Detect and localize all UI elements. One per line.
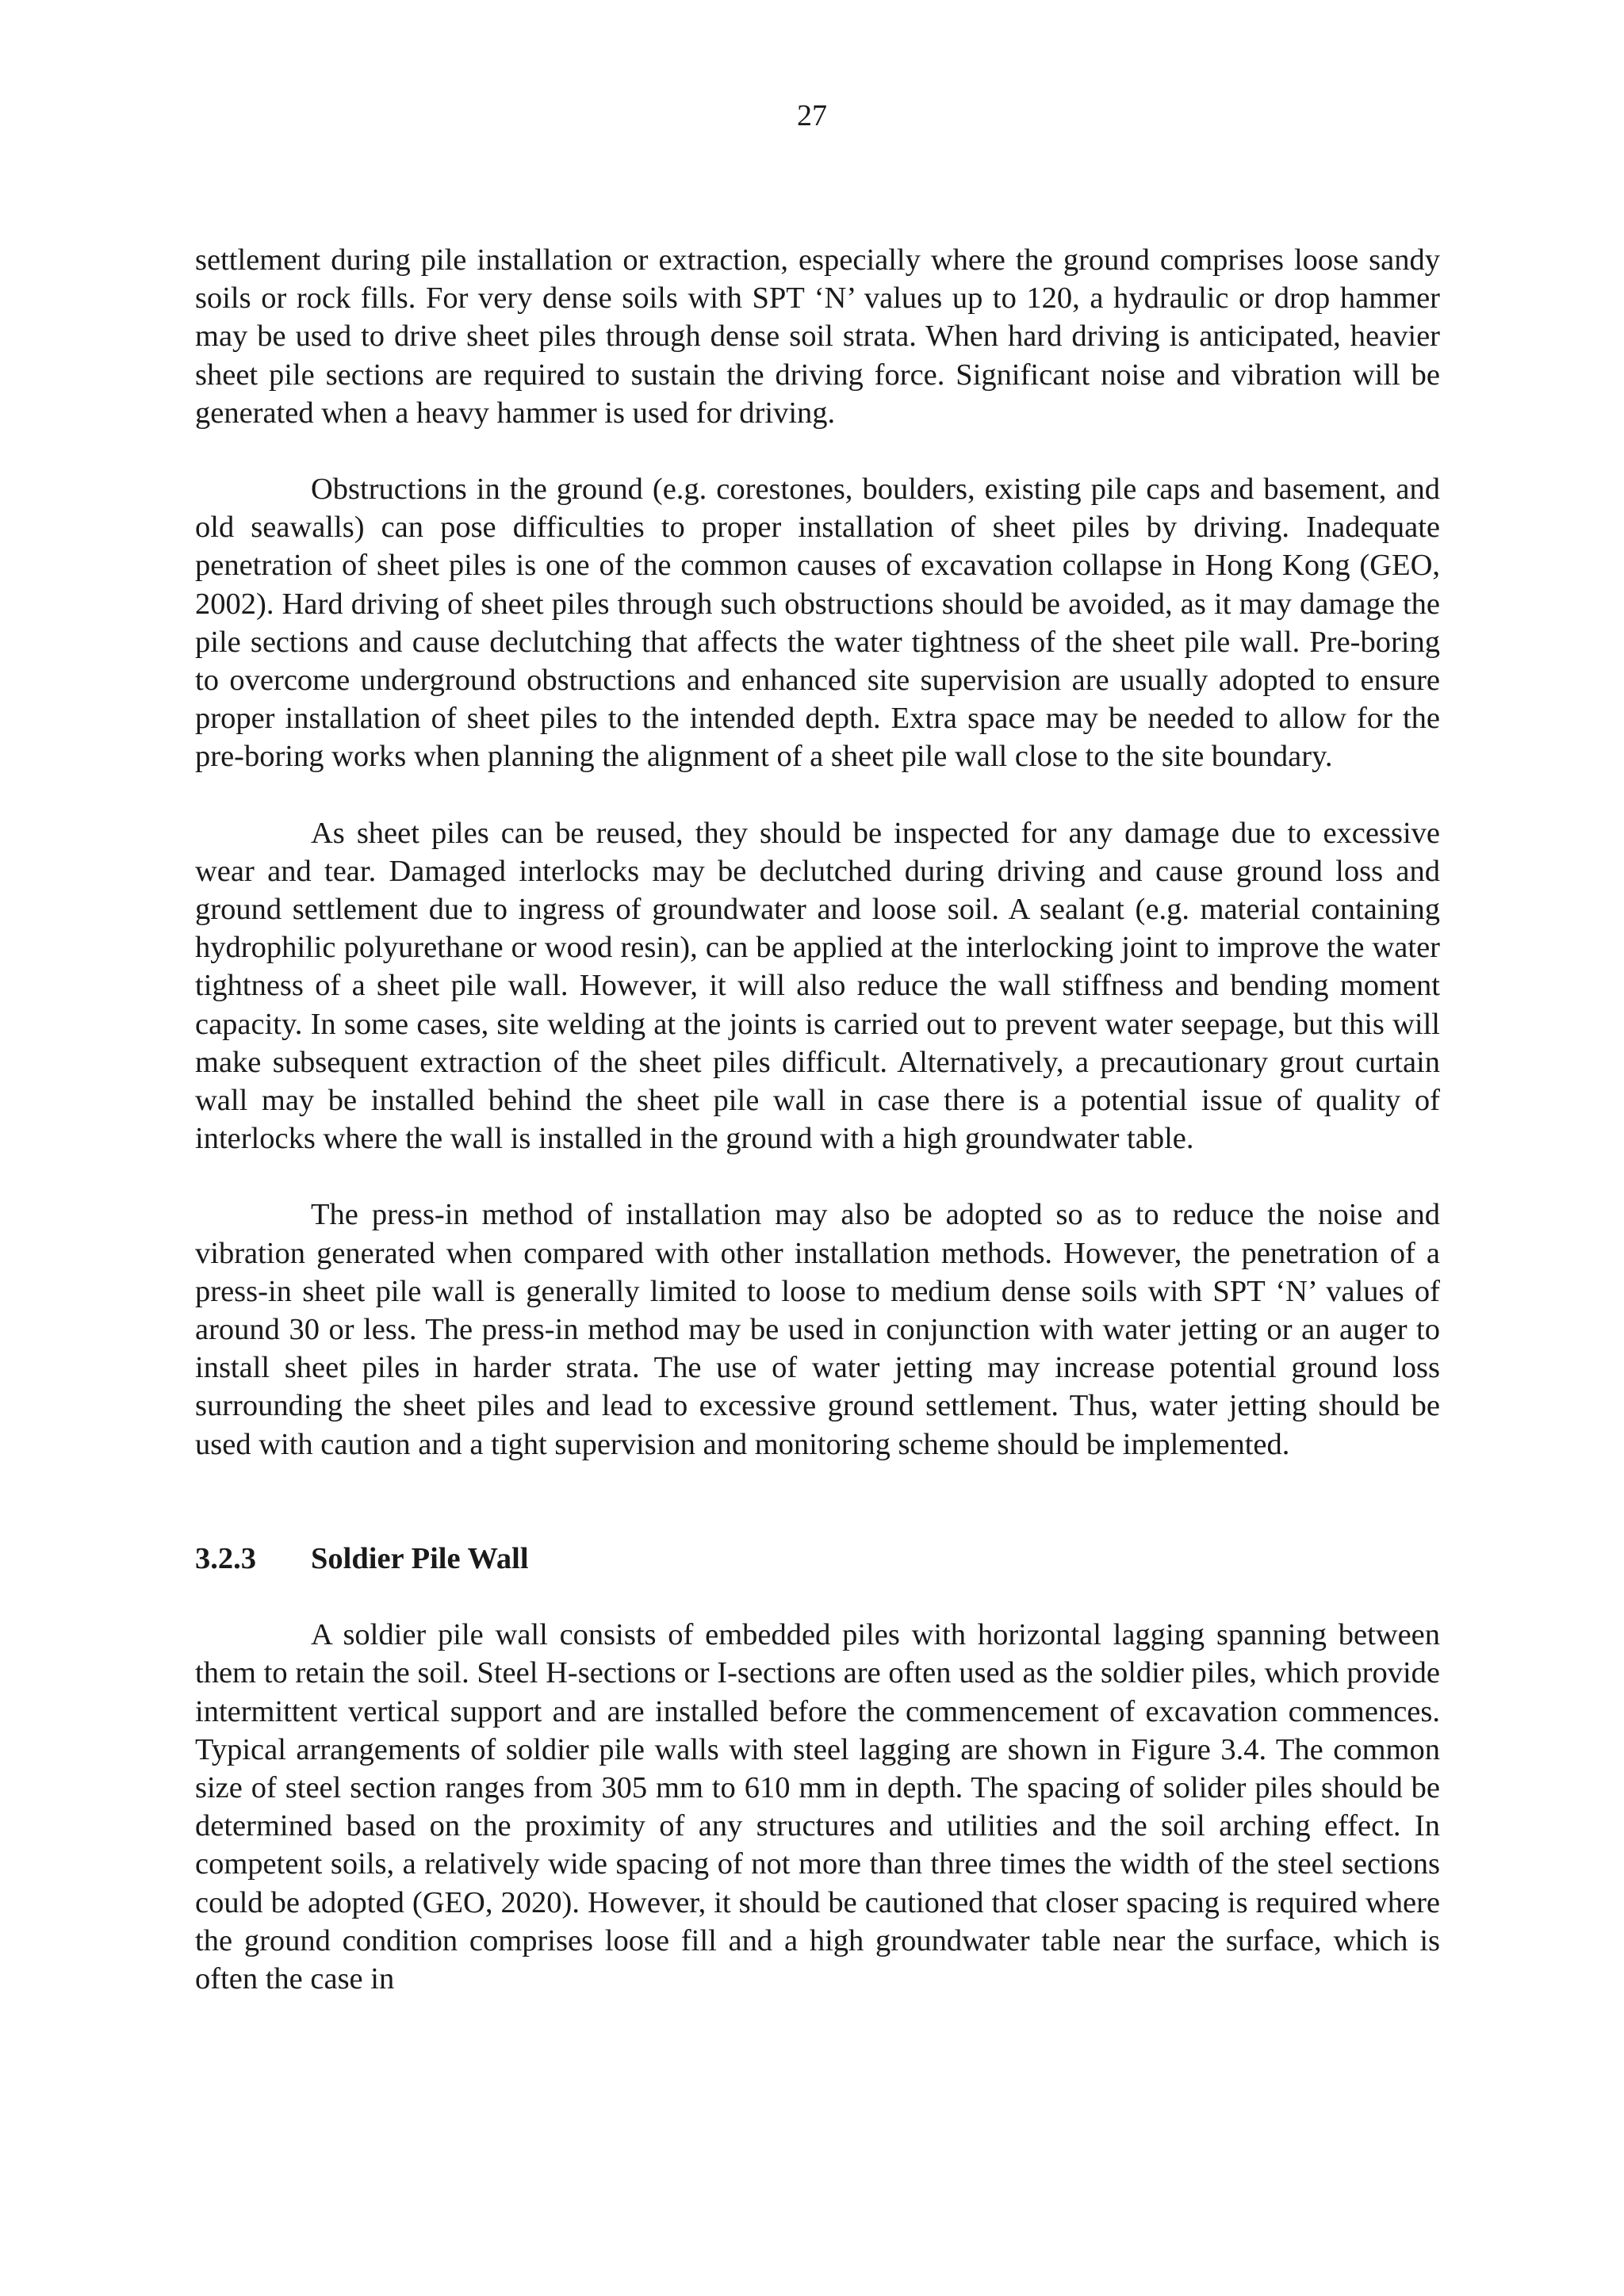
paragraph-press-in-method: The press-in method of installation may also be adopted so as to reduce the noise and vibration generated when compared with other installation methods. However, the penetration of a press-in sheet pile wall is generally limited to loose to medium dense soils with SPT ‘N’ values of around 30 or less. The press-in method may be used in conjunction with water jetting or an auger to install sheet piles in harder strata. The use of water jetting may increase potential ground loss surrounding the sheet piles and lead to excessive ground settlement. Thus, water jetting should be used with caution and a tight supervision and monitoring scheme should be implemented. [195, 1198, 1440, 1461]
paragraph-obstructions: Obstructions in the ground (e.g. corestones, boulders, existing pile caps and basement, and old seawalls) can pose difficulties to proper installation of sheet piles by driving. Inadequate penetration of sheet piles is one of the common causes of excavation collapse in Hong Kong (GEO, 2002). Hard driving of sheet piles through such obstructions should be avoided, as it may damage the pile sections and cause declutching that affects the water tightness of the sheet pile wall. Pre-boring to overcome underground obstructions and enhanced site supervision are usually adopted to ensure proper installation of sheet piles to the intended depth. Extra space may be needed to allow for the pre-boring works when planning the alignment of a sheet pile wall close to the site boundary. [195, 473, 1440, 774]
section-title: Soldier Pile Wall [311, 1541, 529, 1575]
paragraph-soldier-pile-wall: A soldier pile wall consists of embedded piles with horizontal lagging spanning between them to retain the soil. Steel H-sections or I-sections are often used as the soldier piles, which provide intermittent vertical support and are installed before the commencement of excavation commences. Typical arrangements of soldier pile walls with steel lagging are shown in Figure 3.4. The common size of steel section ranges from 305 mm to 610 mm in depth. The spacing of solider piles should be determined based on the proximity of any structures and utilities and the soil arching effect. In competent soils, a relatively wide spacing of not more than three times the width of the steel sections could be adopted (GEO, 2020). However, it should be cautioned that closer spacing is required where the ground condition comprises loose fill and a high groundwater table near the surface, which is often the case in [195, 1618, 1440, 1996]
paragraph-continuation: settlement during pile installation or extraction, especially where the ground comprises loose sandy soils or rock fills. For very dense soils with SPT ‘N’ values up to 120, a hydraulic or drop hammer may be used to drive sheet piles through dense soil strata. When hard driving is anticipated, heavier sheet pile sections are required to sustain the driving force. Significant noise and vibration will be generated when a heavy hammer is used for driving. [195, 243, 1440, 430]
section-heading [195, 1540, 1440, 1578]
page-number: 27 [797, 99, 827, 132]
page-body [195, 241, 1440, 1998]
section-number: 3.2.3 [195, 1541, 256, 1575]
paragraph-reuse-inspection: As sheet piles can be reused, they should be inspected for any damage due to excessive wear and tear. Damaged interlocks may be declutched during driving and cause ground loss and ground settlement due to ingress of groundwater and loose soil. A sealant (e.g. material containing hydrophilic polyurethane or wood resin), can be applied at the interlocking joint to improve the water tightness of a sheet pile wall. However, it will also reduce the wall stiffness and bending moment capacity. In some cases, site welding at the joints is carried out to prevent water seepage, but this will make subsequent extraction of the sheet piles difficult. Alternatively, a precautionary grout curtain wall may be installed behind the sheet pile wall in case there is a potential issue of quality of interlocks where the wall is installed in the ground with a high groundwater table. [195, 816, 1440, 1156]
